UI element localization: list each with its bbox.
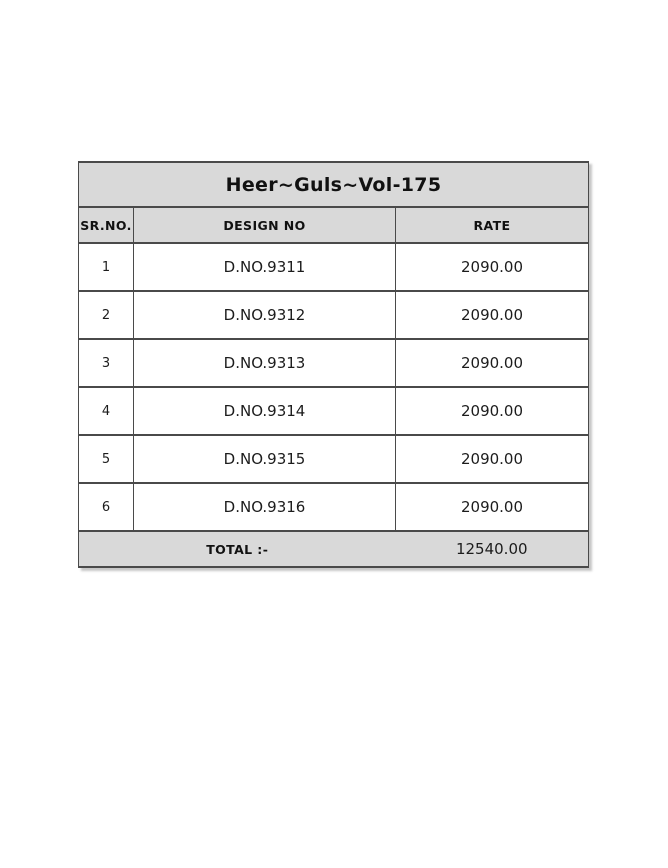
rate-cell: 2090.00	[396, 339, 589, 387]
sr-no-cell: 6	[79, 483, 134, 531]
table-row	[79, 483, 589, 531]
total-label-cell: TOTAL :-	[79, 531, 396, 567]
title-row	[79, 162, 589, 207]
column-header-row	[79, 207, 589, 243]
table-row	[79, 435, 589, 483]
table-row	[79, 243, 589, 291]
design-no-cell: D.NO.9311	[134, 243, 396, 291]
column-header-sr-no: SR.NO.	[79, 207, 134, 243]
design-no-cell: D.NO.9316	[134, 483, 396, 531]
sr-no-cell: 2	[79, 291, 134, 339]
design-no-cell: D.NO.9312	[134, 291, 396, 339]
sr-no-cell: 4	[79, 387, 134, 435]
total-value-cell: 12540.00	[396, 531, 589, 567]
price-list-table	[78, 161, 589, 568]
column-header-rate: RATE	[396, 207, 589, 243]
table-title: Heer~Guls~Vol-175	[79, 162, 589, 207]
table-row	[79, 387, 589, 435]
table-row	[79, 291, 589, 339]
sr-no-cell: 5	[79, 435, 134, 483]
sr-no-cell: 3	[79, 339, 134, 387]
sr-no-cell: 1	[79, 243, 134, 291]
rate-cell: 2090.00	[396, 483, 589, 531]
column-header-design-no: DESIGN NO	[134, 207, 396, 243]
total-row	[79, 531, 589, 567]
rate-cell: 2090.00	[396, 387, 589, 435]
design-no-cell: D.NO.9314	[134, 387, 396, 435]
rate-cell: 2090.00	[396, 435, 589, 483]
design-no-cell: D.NO.9313	[134, 339, 396, 387]
design-no-cell: D.NO.9315	[134, 435, 396, 483]
rate-cell: 2090.00	[396, 291, 589, 339]
table-row	[79, 339, 589, 387]
rate-cell: 2090.00	[396, 243, 589, 291]
